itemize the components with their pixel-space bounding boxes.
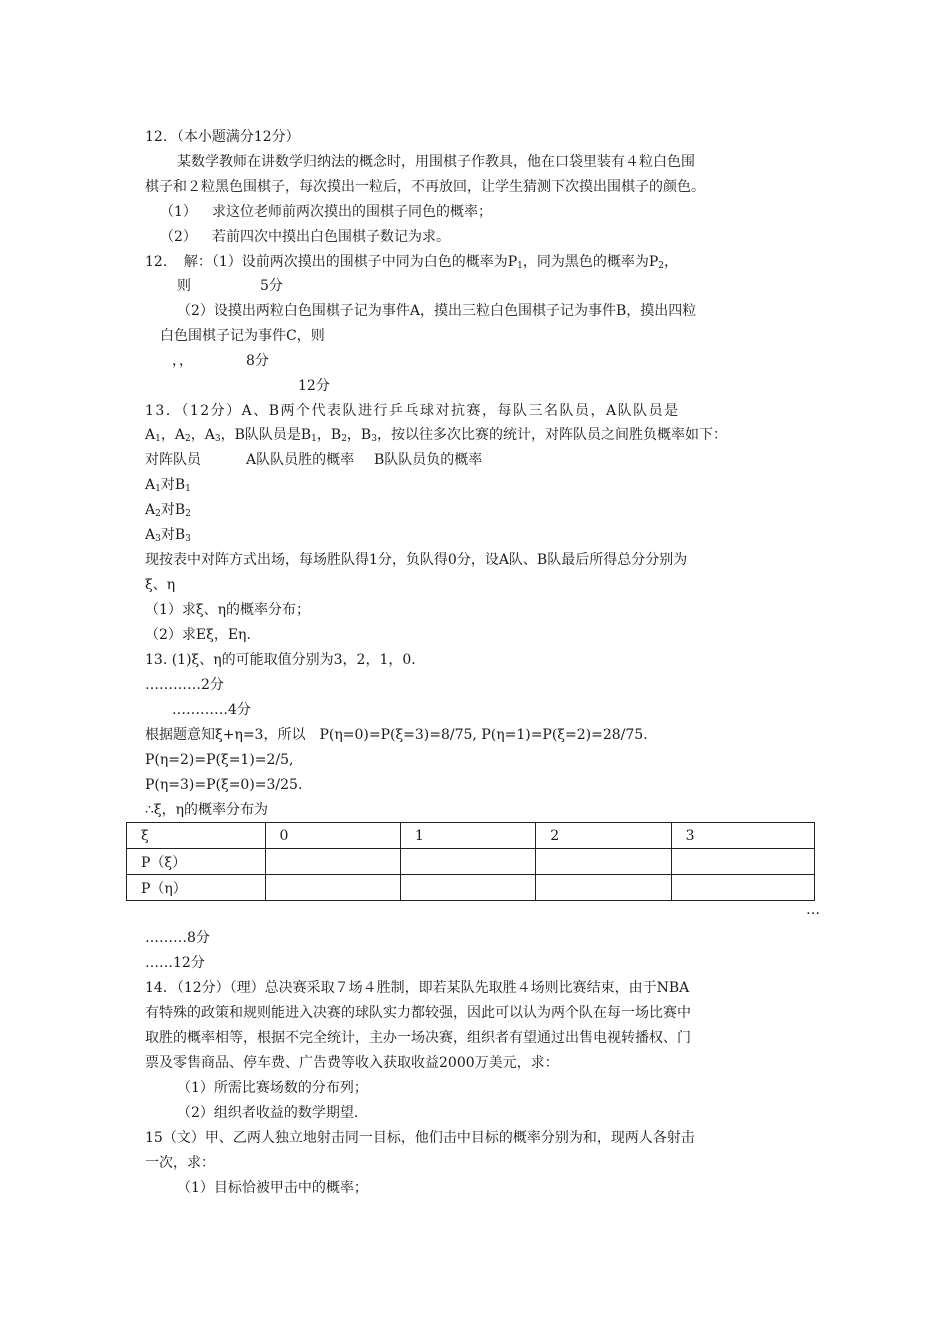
q13-header-matchup: 对阵队员 bbox=[145, 452, 201, 468]
a13-score-8: ………8分 bbox=[145, 930, 210, 946]
q12-item-2-number: （2） bbox=[160, 229, 197, 245]
q14-line-3: 取胜的概率相等，根据不完全统计，主办一场决赛，组织者有望通过出售电视转播权、门 bbox=[145, 1030, 691, 1046]
table-cell bbox=[400, 849, 535, 875]
q13-header-a-win: A队队员胜的概率 bbox=[246, 452, 355, 468]
a12-line-3: （2）设摸出两粒白色围棋子记为事件A，摸出三粒白色围棋子记为事件B，摸出四粒 bbox=[177, 303, 697, 319]
table-cell bbox=[265, 849, 400, 875]
q15-item-1: （1）目标恰被甲击中的概率； bbox=[177, 1180, 368, 1196]
a12-score-5: 5分 bbox=[260, 278, 283, 294]
a13-score-12: ……12分 bbox=[145, 955, 205, 971]
a12-commas: ，， bbox=[172, 353, 193, 369]
table-cell bbox=[400, 875, 535, 901]
q13-matchup-3: $A_3$对$B_3$ bbox=[145, 527, 191, 544]
q13-matchup-2: $A_2$对$B_2$ bbox=[145, 502, 191, 519]
q12-paragraph-line-1: 某数学教师在讲数学归纳法的概念时，用围棋子作教具，他在口袋里装有４粒白色围 bbox=[177, 154, 695, 170]
distribution-table bbox=[126, 822, 815, 901]
q14-item-1: （1）所需比赛场数的分布列； bbox=[177, 1080, 368, 1096]
a12-line-4: 白色围棋子记为事件C，则 bbox=[160, 328, 325, 344]
q13-line-1: 13．（12分）A、B两个代表队进行乒乓球对抗赛，每队三名队员，A队队员是 bbox=[145, 403, 680, 419]
table-cell: P（η） bbox=[127, 875, 266, 901]
a13-line-5: P(η=2)=P(ξ=1)=2/5, bbox=[145, 752, 294, 768]
q12-paragraph-line-2: 棋子和２粒黑色围棋子，每次摸出一粒后，不再放回，让学生猜测下次摸出围棋子的颜色。 bbox=[145, 179, 705, 195]
q13-item-1: （1）求ξ、η的概率分布； bbox=[145, 602, 311, 618]
q12-item-2-text: 若前四次中摸出白色围棋子数记为求。 bbox=[212, 229, 450, 245]
table-cell: ξ bbox=[127, 823, 266, 849]
table-cell bbox=[671, 849, 814, 875]
table-cell bbox=[671, 875, 814, 901]
a13-trailing-dots: … bbox=[806, 902, 820, 918]
q12-title: 12．（本小题满分12分） bbox=[145, 129, 300, 145]
table-cell bbox=[536, 849, 671, 875]
a13-score-2: …………2分 bbox=[145, 677, 224, 693]
a13-line-4: 根据题意知ξ+η=3，所以 P(η=0)=P(ξ=3)=8/75, P(η=1)=P(ξ=2)=28/75. bbox=[145, 727, 648, 743]
a12-score-12: 12分 bbox=[298, 378, 330, 394]
a12-score-8: 8分 bbox=[246, 353, 269, 369]
q13-line-3: 现按表中对阵方式出场，每场胜队得1分，负队得0分，设A队、B队最后所得总分分别为 bbox=[145, 552, 688, 568]
q13-matchup-1: $A_1$对$B_1$ bbox=[145, 477, 191, 494]
table-row bbox=[127, 849, 815, 875]
table-cell bbox=[265, 875, 400, 901]
table-cell bbox=[536, 875, 671, 901]
table-cell: 3 bbox=[671, 823, 814, 849]
q12-item-1-text: 求这位老师前两次摸出的围棋子同色的概率； bbox=[212, 204, 492, 220]
table-cell: 0 bbox=[265, 823, 400, 849]
q14-item-2: （2）组织者收益的数学期望. bbox=[177, 1105, 359, 1121]
a13-score-4: …………4分 bbox=[172, 702, 251, 718]
a13-line-7: ∴ξ，η的概率分布为 bbox=[145, 802, 269, 818]
a13-line-6: P(η=3)=P(ξ=0)=3/25. bbox=[145, 777, 303, 793]
q13-line-2: $A_1$，$A_2$，$A_3$，B队队员是$B_1$，$B_2$，$B_3$，按以往多次比赛的统计，对阵队员之间胜负概率如下： bbox=[145, 427, 727, 444]
q13-item-2: （2）求Eξ，Eη. bbox=[145, 627, 251, 643]
q14-line-4: 票及零售商品、停车费、广告费等收入获取收益2000万美元，求： bbox=[145, 1055, 559, 1071]
q12-item-1-number: （1） bbox=[160, 204, 197, 220]
a13-line-1: 13. (1)ξ、η的可能取值分别为3，2，1，0. bbox=[145, 652, 416, 668]
q14-line-1: 14．（12分）（理）总决赛采取７场４胜制，即若某队先取胜４场则比赛结束，由于NBA bbox=[145, 980, 690, 996]
table-row bbox=[127, 875, 815, 901]
table-header-row bbox=[127, 823, 815, 849]
table-cell: P（ξ） bbox=[127, 849, 266, 875]
table-cell: 1 bbox=[400, 823, 535, 849]
table-cell: 2 bbox=[536, 823, 671, 849]
q15-line-2: 一次，求： bbox=[145, 1155, 215, 1171]
a12-line-1: 12． 解：（1）设前两次摸出的围棋子中同为白色的概率为$P_1$，同为黑色的概率为$P_2$， bbox=[145, 254, 679, 271]
q14-line-2: 有特殊的政策和规则能进入决赛的球队实力都较强，因此可以认为两个队在每一场比赛中 bbox=[145, 1005, 691, 1021]
a12-then-label: 则 bbox=[177, 278, 191, 294]
q15-line-1: 15（文）甲、乙两人独立地射击同一目标，他们击中目标的概率分别为和，现两人各射击 bbox=[145, 1130, 695, 1146]
q13-line-4: ξ、η bbox=[145, 577, 176, 593]
q13-header-b-lose: B队队员负的概率 bbox=[374, 452, 483, 468]
